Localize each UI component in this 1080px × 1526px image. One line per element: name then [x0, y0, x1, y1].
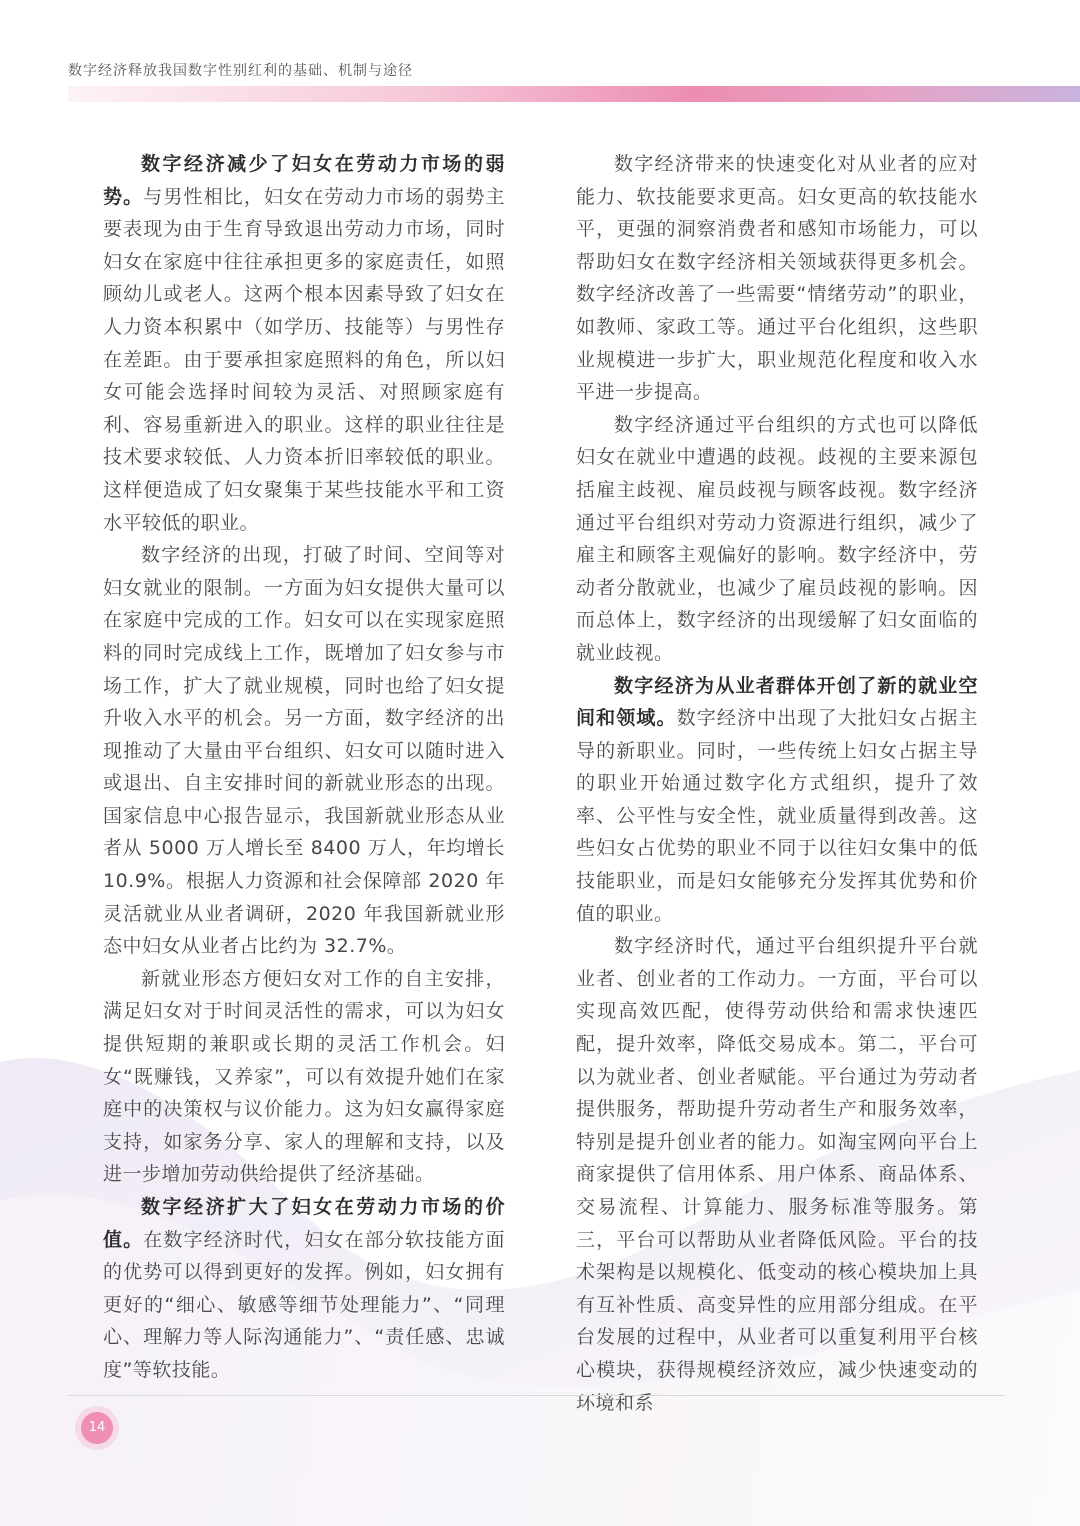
footer-divider [68, 1395, 1005, 1396]
paragraph-lead-bold: 数字经济减少了妇女在劳动力市场的弱势。 [103, 153, 505, 208]
paragraph [103, 148, 505, 539]
paragraph [576, 930, 978, 1419]
paragraph [103, 1191, 505, 1387]
paragraph-text: 在数字经济时代，妇女在部分软技能方面的优势可以得到更好的发挥。例如，妇女拥有更好的“细心、敏感等细节处理能力”、“同理心、理解力等人际沟通能力”、“责任感、忠诚度”等软技能。 [103, 1228, 505, 1381]
paragraph-text: 数字经济时代，通过平台组织提升平台就业者、创业者的工作动力。一方面，平台可以实现高效匹配，使得劳动供给和需求快速匹配，提升效率，降低交易成本。第二，平台可以为就业者、创业者赋能。平台通过为劳动者提供服务，帮助提升劳动者生产和服务效率，特别是提升创业者的能力。如淘宝网向平台上商家提供了信用体系、用户体系、商品体系、交易流程、计算能力、服务标准等服务。第三，平台可以帮助从业者降低风险。平台的技术架构是以规模化、低变动的核心模块加上具有互补性质、高变异性的应用部分组成。在平台发展的过程中，从业者可以重复利用平台核心模块，获得规模经济效应，减少快速变动的环境和系 [576, 935, 978, 1414]
running-header-title: 数字经济释放我国数字性别红利的基础、机制与途径 [68, 63, 413, 79]
paragraph-text: 数字经济通过平台组织的方式也可以降低妇女在就业中遭遇的歧视。歧视的主要来源包括雇主歧视、雇员歧视与顾客歧视。数字经济通过平台组织对劳动力资源进行组织，减少了雇主和顾客主观偏好的影响。数字经济中，劳动者分散就业，也减少了雇员歧视的影响。因而总体上，数字经济的出现缓解了妇女面临的就业歧视。 [576, 413, 978, 664]
paragraph-lead-bold: 数字经济扩大了妇女在劳动力市场的价值。 [103, 1196, 505, 1251]
header-gradient-bar [68, 86, 1080, 102]
paragraph-text: 数字经济的出现，打破了时间、空间等对妇女就业的限制。一方面为妇女提供大量可以在家庭中完成的工作。妇女可以在实现家庭照料的同时完成线上工作，既增加了妇女参与市场工作，扩大了就业规模，同时也给了妇女提升收入水平的机会。另一方面，数字经济的出现推动了大量由平台组织、妇女可以随时进入或退出、自主安排时间的新就业形态的出现。国家信息中心报告显示，我国新就业形态从业者从 5000 万人增长至 8400 万人，年均增长 10.9%。根据人力资源和社会保障部 2020 年灵活就业从业者调研，2020 年我国新就业形态中妇女从业者占比约为 32.7%。 [103, 544, 505, 958]
paragraph-text: 与男性相比，妇女在劳动力市场的弱势主要表现为由于生育导致退出劳动力市场，同时妇女在家庭中往往承担更多的家庭责任，如照顾幼儿或老人。这两个根本因素导致了妇女在人力资本积累中（如学历、技能等）与男性存在差距。由于要承担家庭照料的角色，所以妇女可能会选择时间较为灵活、对照顾家庭有利、容易重新进入的职业。这样的职业往往是技术要求较低、人力资本折旧率较低的职业。这样便造成了妇女聚集于某些技能水平和工资水平较低的职业。 [103, 185, 505, 534]
right-column [576, 148, 978, 1419]
paragraph-text: 数字经济带来的快速变化对从业者的应对能力、软技能要求更高。妇女更高的软技能水平，更强的洞察消费者和感知市场能力，可以帮助妇女在数字经济相关领域获得更多机会。数字经济改善了一些需要“情绪劳动”的职业，如教师、家政工等。通过平台化组织，这些职业规模进一步扩大，职业规范化程度和收入水平进一步提高。 [576, 153, 978, 404]
paragraph-text: 数字经济中出现了大批妇女占据主导的新职业。同时，一些传统上妇女占据主导的职业开始通过数字化方式组织，提升了效率、公平性与安全性，就业质量得到改善。这些妇女占优势的职业不同于以往妇女集中的低技能职业，而是妇女能够充分发挥其优势和价值的职业。 [576, 707, 978, 925]
left-column [103, 148, 505, 1387]
paragraph [103, 963, 505, 1191]
paragraph-text: 新就业形态方便妇女对工作的自主安排，满足妇女对于时间灵活性的需求，可以为妇女提供短期的兼职或长期的灵活工作机会。妇女“既赚钱，又养家”，可以有效提升她们在家庭中的决策权与议价能力。这为妇女赢得家庭支持，如家务分享、家人的理解和支持，以及进一步增加劳动供给提供了经济基础。 [103, 967, 505, 1186]
page-number: 14 [81, 1412, 113, 1444]
paragraph [576, 670, 978, 931]
page-number-badge [75, 1406, 119, 1450]
paragraph [103, 539, 505, 963]
paragraph-lead-bold: 数字经济为从业者群体开创了新的就业空间和领域。 [576, 674, 978, 730]
paragraph [576, 409, 978, 670]
paragraph [576, 148, 978, 409]
